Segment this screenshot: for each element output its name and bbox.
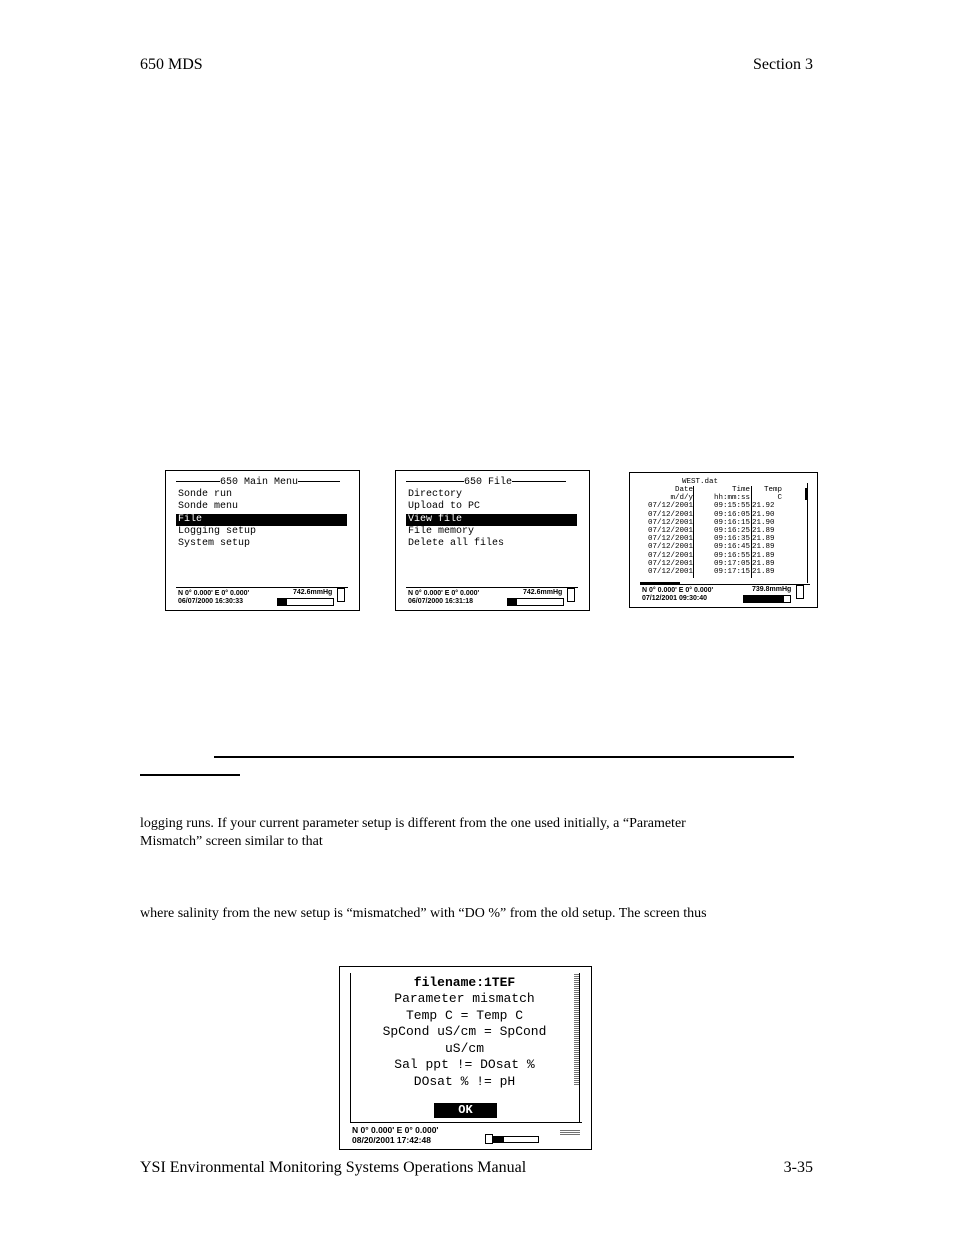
menu-item-file[interactable]: File <box>176 514 347 526</box>
col-header-date: Date <box>674 486 693 494</box>
table-cell: 21.90 <box>752 510 775 519</box>
status-pressure: 742.6mmHg <box>523 589 563 596</box>
section-rule-top <box>214 756 794 758</box>
col-unit-date: m/d/y <box>670 494 693 503</box>
status-datetime: 06/07/2000 16:30:33 <box>178 598 243 605</box>
mismatch-line: SpCond uS/cm = SpCond <box>382 1024 547 1039</box>
table-cell: 07/12/2001 <box>647 518 693 527</box>
col-unit-temp: C <box>777 494 782 503</box>
menu-item-view-file[interactable]: View file <box>406 514 577 526</box>
table-cell: 09:15:55 <box>713 502 750 511</box>
sonde-icon <box>567 588 575 602</box>
table-cell: 21.89 <box>752 559 775 568</box>
paragraph-line-3: where salinity from the new setup is “mismatched” with “DO %” from the old setup. The screen thus <box>140 906 707 921</box>
menu-item-sonde-menu[interactable]: Sonde menu <box>178 501 239 512</box>
data-table <box>640 486 782 578</box>
status-datetime: 08/20/2001 17:42:48 <box>352 1135 431 1145</box>
table-cell: 07/12/2001 <box>647 551 693 560</box>
table-cell: 07/12/2001 <box>647 559 693 568</box>
table-cell: 21.89 <box>752 535 775 544</box>
ok-button[interactable]: OK <box>434 1103 497 1118</box>
table-cell: 21.89 <box>752 526 775 535</box>
menu-item-directory[interactable]: Directory <box>408 489 463 500</box>
menu-item-file-memory[interactable]: File memory <box>408 526 475 537</box>
table-cell: 21.89 <box>752 567 775 576</box>
col-header-time: Time <box>731 486 750 494</box>
sonde-icon <box>337 588 345 602</box>
header-right: Section 3 <box>753 56 813 73</box>
menu-item-sonde-run[interactable]: Sonde run <box>178 489 233 500</box>
col-unit-time: hh:mm:ss <box>713 494 750 503</box>
table-cell: 07/12/2001 <box>647 535 693 544</box>
battery-icon <box>507 598 564 606</box>
table-cell: 07/12/2001 <box>647 526 693 535</box>
status-gps: N 0° 0.000' E 0° 0.000' <box>408 590 480 597</box>
table-cell: 07/12/2001 <box>647 567 693 576</box>
section-rule-bottom <box>140 774 240 776</box>
file-menu-screen <box>395 470 590 611</box>
view-file-screen <box>629 472 818 608</box>
status-gps: N 0° 0.000' E 0° 0.000' <box>178 590 250 597</box>
scrollbar-thumb[interactable] <box>805 488 808 500</box>
table-cell: 21.90 <box>752 518 775 527</box>
mismatch-filename: filename:1TEF <box>413 975 516 990</box>
footer-right: 3-35 <box>783 1159 813 1176</box>
col-header-temp: Temp <box>763 486 782 494</box>
mismatch-heading: Parameter mismatch <box>394 991 535 1006</box>
battery-icon <box>743 595 791 603</box>
table-cell: 09:16:45 <box>713 543 750 552</box>
table-cell: 21.89 <box>752 543 775 552</box>
table-cell: 07/12/2001 <box>647 502 693 511</box>
menu-item-delete-all-files[interactable]: Delete all files <box>408 538 505 549</box>
menu-item-logging-setup[interactable]: Logging setup <box>178 526 257 537</box>
main-menu-title: 650 Main Menu <box>176 477 346 489</box>
mismatch-line: uS/cm <box>444 1041 484 1056</box>
table-cell: 09:16:35 <box>713 535 750 544</box>
battery-icon <box>277 598 334 606</box>
table-cell: 07/12/2001 <box>647 510 693 519</box>
signal-indicator <box>560 1130 580 1135</box>
status-datetime: 06/07/2000 16:31:18 <box>408 598 473 605</box>
battery-icon <box>493 1136 539 1143</box>
status-pressure: 742.6mmHg <box>293 589 333 596</box>
table-cell: 09:16:25 <box>713 526 750 535</box>
status-pressure: 739.8mmHg <box>752 586 792 593</box>
paragraph-line-1: logging runs. If your current parameter setup is different from the one used initially, a “Parameter <box>140 816 686 831</box>
mismatch-line: Sal ppt != DOsat % <box>394 1057 535 1072</box>
table-cell: 09:17:05 <box>713 559 750 568</box>
main-menu-screen <box>165 470 360 611</box>
table-cell: 09:16:15 <box>713 518 750 527</box>
mismatch-line: Temp C = Temp C <box>405 1008 524 1023</box>
table-cell: 21.89 <box>752 551 775 560</box>
paragraph-line-2: Mismatch” screen similar to that <box>140 834 323 849</box>
menu-item-upload-to-pc[interactable]: Upload to PC <box>408 501 481 512</box>
header-left: 650 MDS <box>140 56 203 73</box>
table-cell: 09:16:05 <box>713 510 750 519</box>
plug-icon <box>485 1134 493 1144</box>
mismatch-screen <box>339 966 592 1150</box>
file-name: WEST.dat <box>681 478 718 486</box>
table-cell: 09:17:15 <box>713 567 750 576</box>
status-gps: N 0° 0.000' E 0° 0.000' <box>352 1125 439 1135</box>
status-datetime: 07/12/2001 09:30:40 <box>642 595 707 602</box>
sonde-icon <box>796 585 804 599</box>
file-menu-title: 650 File <box>406 477 576 489</box>
menu-item-system-setup[interactable]: System setup <box>178 538 251 549</box>
table-cell: 09:16:55 <box>713 551 750 560</box>
mismatch-line: DOsat % != pH <box>413 1074 516 1089</box>
table-cell: 07/12/2001 <box>647 543 693 552</box>
status-gps: N 0° 0.000' E 0° 0.000' <box>642 587 714 594</box>
footer-left: YSI Environmental Monitoring Systems Operations Manual <box>140 1159 527 1176</box>
table-cell: 21.92 <box>752 502 775 511</box>
